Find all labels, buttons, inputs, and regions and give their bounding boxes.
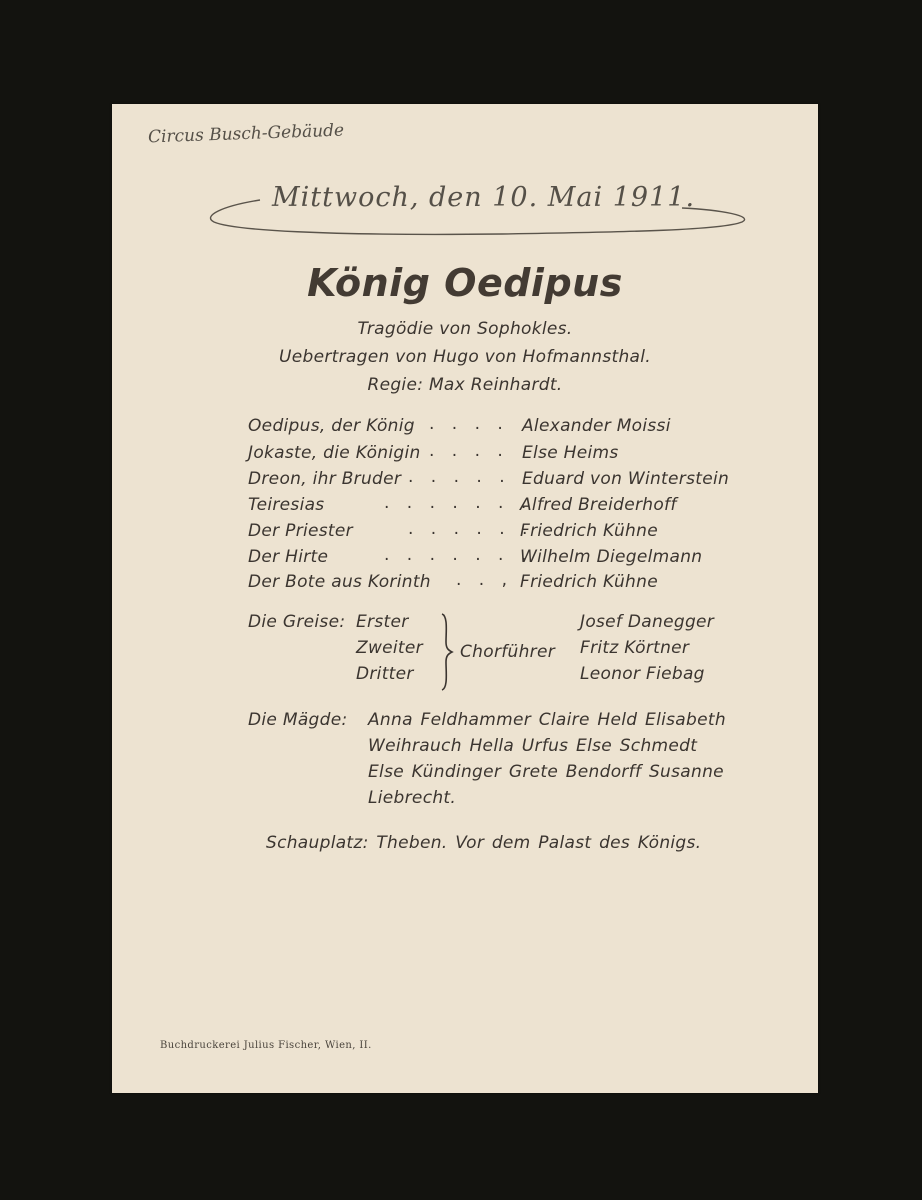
cast-role: Dreon, ihr Bruder — [248, 469, 402, 489]
chorus-rank: Erster — [356, 612, 409, 632]
cast-leader-dots: . . . . — [429, 414, 509, 434]
maids-line: Liebrecht. — [368, 788, 457, 808]
subtitle-line-2: Uebertragen von Hugo von Hofmannsthal. — [278, 347, 651, 367]
cast-actor: Eduard von Winterstein — [522, 469, 730, 489]
cast-role: Oedipus, der König — [248, 416, 415, 436]
chorus-actor: Leonor Fiebag — [580, 664, 705, 684]
chorus-role: Chorführer — [460, 642, 556, 662]
chorus-rank: Zweiter — [356, 638, 423, 658]
subtitle-line-3: Regie: Max Reinhardt. — [367, 375, 563, 395]
cast-role: Der Hirte — [248, 547, 329, 567]
handwritten-underline-swash — [202, 192, 762, 252]
chorus-actor: Josef Danegger — [580, 612, 715, 632]
cast-actor: Else Heims — [522, 443, 619, 463]
chorus-brace — [436, 612, 456, 692]
cast-leader-dots: . . , — [456, 570, 514, 590]
cast-leader-dots: . . . . . . . — [384, 545, 533, 565]
chorus-label: Die Greise: — [248, 612, 346, 632]
chorus-rank: Dritter — [356, 664, 414, 684]
maids-line: Weihrauch Hella Urfus Else Schmedt — [368, 736, 698, 756]
printer-imprint: Buchdruckerei Julius Fischer, Wien, II. — [160, 1040, 372, 1051]
cast-role: Jokaste, die Königin — [248, 443, 421, 463]
handwritten-date: Mittwoch, den 10. Mai 1911. — [272, 182, 696, 213]
cast-actor: Alfred Breiderhoff — [520, 495, 677, 515]
maids-line: Else Kündinger Grete Bendorff Susanne — [368, 762, 724, 782]
cast-role: Teiresias — [248, 495, 325, 515]
maids-line: Anna Feldhammer Claire Held Elisabeth — [368, 710, 726, 730]
cast-leader-dots: . . . . — [429, 441, 509, 461]
cast-role: Der Priester — [248, 521, 353, 541]
cast-role: Der Bote aus Korinth — [248, 572, 431, 592]
cast-actor: Friedrich Kühne — [520, 521, 658, 541]
chorus-actor: Fritz Körtner — [580, 638, 690, 658]
cast-actor: Friedrich Kühne — [520, 572, 658, 592]
cast-actor: Alexander Moissi — [522, 416, 671, 436]
subtitle-line-1: Tragödie von Sophokles. — [357, 319, 573, 339]
program-title: König Oedipus — [307, 261, 623, 305]
cast-leader-dots: . . . . . . — [408, 519, 534, 539]
setting-line: Schauplatz: Theben. Vor dem Palast des Königs. — [266, 833, 702, 853]
handwritten-venue: Circus Busch-Gebäude — [147, 120, 345, 148]
program-sheet — [112, 104, 818, 1093]
maids-label: Die Mägde: — [248, 710, 348, 730]
cast-actor: Wilhelm Diegelmann — [520, 547, 703, 567]
cast-leader-dots: . . . . . — [408, 467, 511, 487]
cast-leader-dots: . . . . . . . — [384, 493, 533, 513]
